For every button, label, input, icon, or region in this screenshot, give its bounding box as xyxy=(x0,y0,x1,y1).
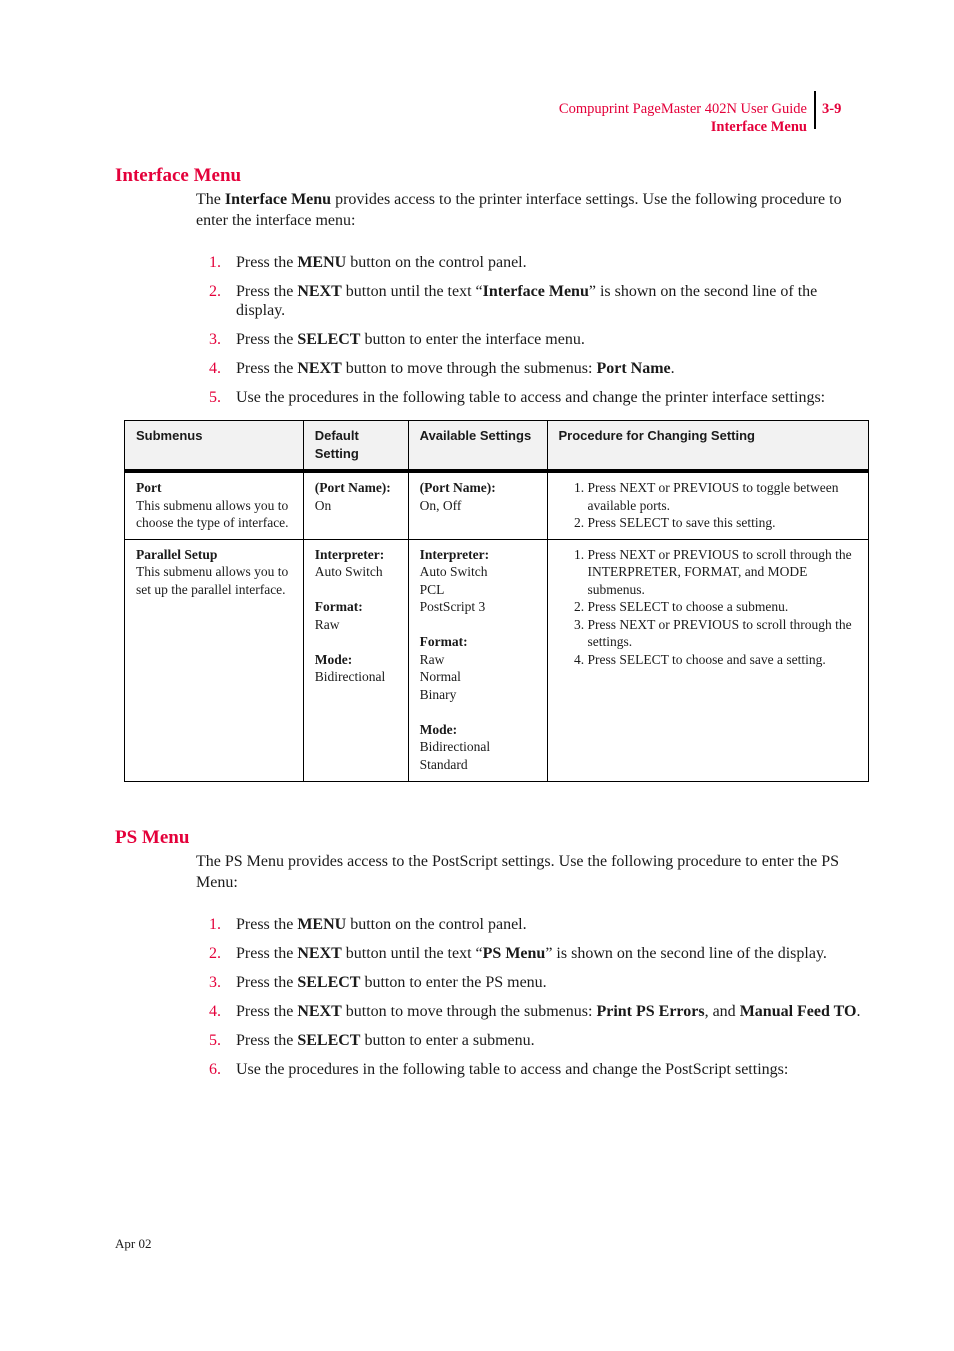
procedure-cell xyxy=(547,471,868,539)
list-item: 2. Press the NEXT button until the text “Interface Menu” is shown on the second line of the display. xyxy=(209,283,818,319)
running-header xyxy=(559,100,807,136)
table-row xyxy=(125,539,869,781)
interface-settings-table xyxy=(124,420,869,782)
list-item: 3. Press NEXT or PREVIOUS to scroll through the settings. xyxy=(588,616,857,651)
default-setting-cell: (Port Name): On xyxy=(303,471,408,539)
page-number: 3-9 xyxy=(822,101,842,117)
list-item: 4. Press the NEXT button to move through the submenus: Port Name. xyxy=(209,360,675,377)
procedure-cell xyxy=(547,539,868,781)
list-item: 5. Use the procedures in the following table to access and change the printer interface settings: xyxy=(209,389,826,406)
list-item: 5. Press the SELECT button to enter a submenu. xyxy=(209,1032,535,1049)
header-section-name: Interface Menu xyxy=(710,119,807,135)
ps-menu-intro: The PS Menu provides access to the PostScript settings. Use the following procedure to enter the PS Menu: xyxy=(196,853,840,891)
interface-menu-steps xyxy=(196,253,868,417)
list-item: 1. Press the MENU button on the control panel. xyxy=(209,254,527,271)
ps-menu-heading: PS Menu xyxy=(115,827,190,848)
column-header: Procedure for Changing Setting xyxy=(547,421,868,472)
list-item: 2. Press SELECT to choose a submenu. xyxy=(588,598,857,616)
available-settings-cell: (Port Name): On, Off xyxy=(408,471,547,539)
submenu-cell: Parallel Setup This submenu allows you to set up the parallel interface. xyxy=(125,539,304,781)
list-item: 3. Press the SELECT button to enter the interface menu. xyxy=(209,331,585,348)
column-header: Submenus xyxy=(125,421,304,472)
list-item: 1. Press NEXT or PREVIOUS to scroll through the INTERPRETER, FORMAT, and MODE submenus. xyxy=(588,546,857,599)
list-item: 2. Press the NEXT button until the text “PS Menu” is shown on the second line of the display. xyxy=(209,945,827,962)
list-item: 3. Press the SELECT button to enter the PS menu. xyxy=(209,974,547,991)
default-setting-cell: Interpreter: Auto Switch Format: Raw Mode: Bidirectional xyxy=(303,539,408,781)
list-item: 6. Use the procedures in the following table to access and change the PostScript settings: xyxy=(209,1061,789,1078)
available-settings-cell: Interpreter: Auto Switch PCL PostScript 3 Format: Raw Normal Binary Mode: Bidirectional Standard xyxy=(408,539,547,781)
list-item: 1. Press NEXT or PREVIOUS to toggle between available ports. xyxy=(588,479,857,514)
column-header: Default Setting xyxy=(303,421,408,472)
header-divider xyxy=(814,91,816,129)
list-item: 1. Press the MENU button on the control panel. xyxy=(209,916,527,933)
ps-menu-steps xyxy=(196,915,868,1089)
list-item: 4. Press SELECT to choose and save a setting. xyxy=(588,651,857,669)
table-header-row xyxy=(125,421,869,472)
column-header: Available Settings xyxy=(408,421,547,472)
interface-menu-heading: Interface Menu xyxy=(115,165,242,186)
footer-date: Apr 02 xyxy=(115,1236,152,1251)
list-item: 4. Press the NEXT button to move through the submenus: Print PS Errors, and Manual Feed TO. xyxy=(209,1003,861,1020)
guide-title: Compuprint PageMaster 402N User Guide xyxy=(558,101,807,117)
list-item: 2. Press SELECT to save this setting. xyxy=(588,514,857,532)
submenu-cell: Port This submenu allows you to choose the type of interface. xyxy=(125,471,304,539)
table-row xyxy=(125,471,869,539)
interface-menu-intro: The Interface Menu provides access to the printer interface settings. Use the following procedure to enter the interface menu: xyxy=(196,191,842,229)
